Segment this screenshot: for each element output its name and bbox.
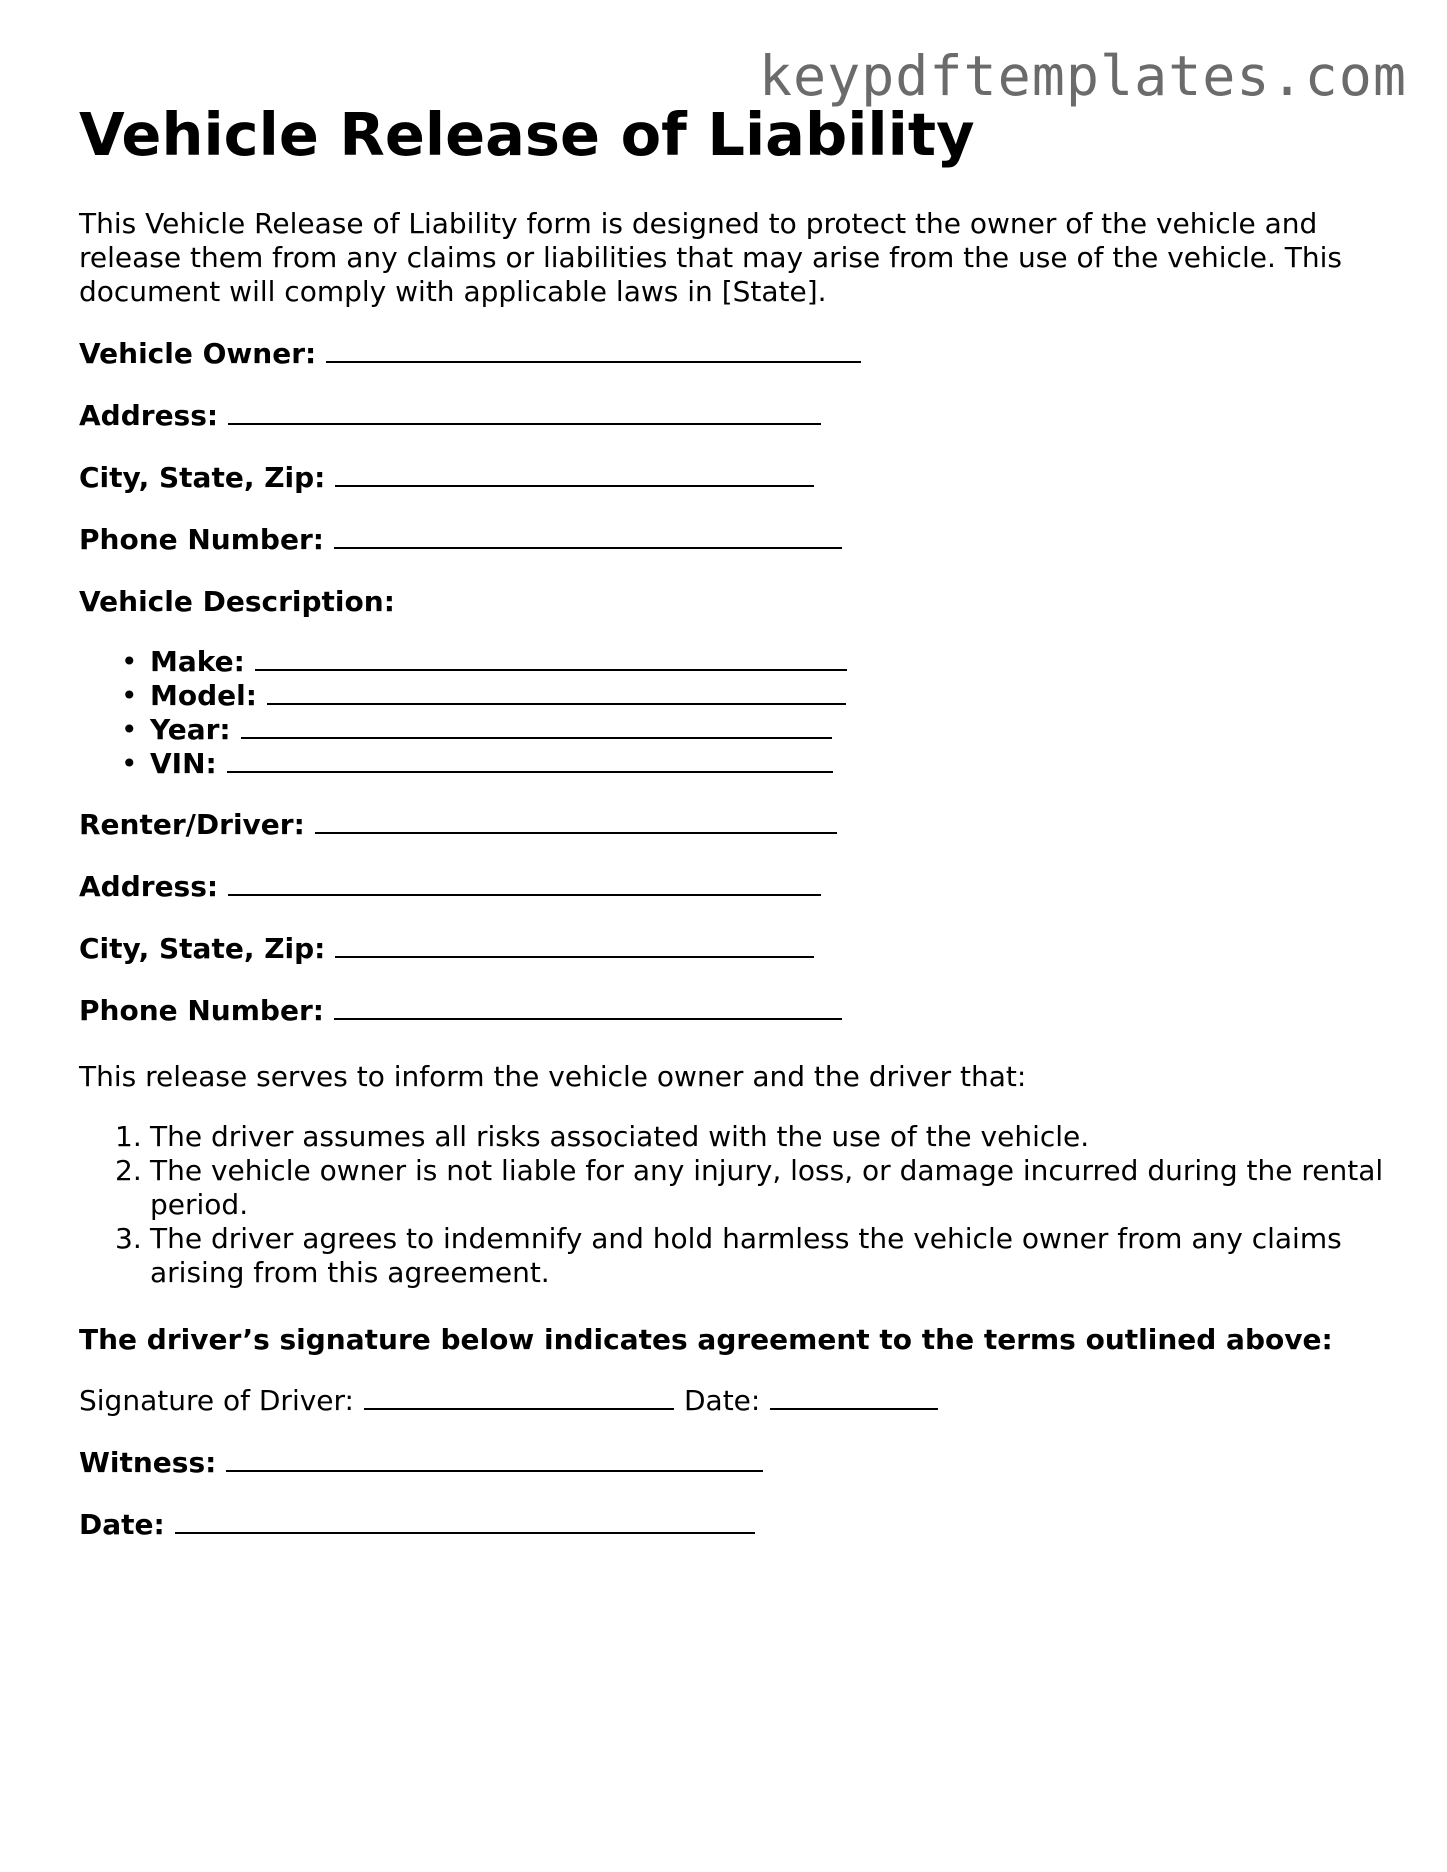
- renter-city-label: City, State, Zip:: [79, 932, 326, 965]
- vin-label: VIN:: [150, 747, 217, 780]
- renter-address-label: Address:: [79, 870, 219, 903]
- owner-name-label: Vehicle Owner:: [79, 337, 317, 370]
- renter-name-label: Renter/Driver:: [79, 808, 305, 841]
- vin-input[interactable]: [227, 747, 833, 773]
- owner-name-input[interactable]: [326, 337, 861, 363]
- driver-signature-input[interactable]: [364, 1384, 674, 1410]
- witness-field: [79, 1446, 763, 1480]
- terms-list: [79, 1120, 1389, 1290]
- term-number: 3.: [115, 1222, 142, 1255]
- model-label: Model:: [150, 679, 257, 712]
- owner-name-field: [79, 337, 861, 371]
- driver-signature-row: [79, 1384, 948, 1418]
- list-item: [79, 747, 847, 781]
- make-label: Make:: [150, 645, 245, 678]
- term-text: The driver agrees to indemnify and hold harmless the vehicle owner from any claims arising from this agreement.: [150, 1222, 1342, 1289]
- renter-phone-label: Phone Number:: [79, 994, 324, 1027]
- bullet-icon: •: [121, 645, 138, 678]
- owner-city-input[interactable]: [335, 461, 814, 487]
- make-input[interactable]: [255, 645, 847, 671]
- final-date-field: [79, 1508, 755, 1542]
- list-item: [79, 1120, 1389, 1154]
- list-item: [79, 713, 847, 747]
- list-item: [79, 1154, 1389, 1222]
- renter-phone-field: [79, 994, 842, 1028]
- driver-signature-label: Signature of Driver:: [79, 1384, 354, 1417]
- final-date-label: Date:: [79, 1508, 165, 1541]
- owner-address-label: Address:: [79, 399, 219, 432]
- term-number: 1.: [115, 1120, 142, 1153]
- owner-city-label: City, State, Zip:: [79, 461, 326, 494]
- renter-name-field: [79, 808, 837, 842]
- renter-phone-input[interactable]: [334, 994, 842, 1020]
- owner-city-field: [79, 461, 814, 495]
- term-number: 2.: [115, 1154, 142, 1187]
- vehicle-description-list: [79, 645, 847, 781]
- year-input[interactable]: [241, 713, 832, 739]
- final-date-input[interactable]: [175, 1508, 755, 1534]
- witness-input[interactable]: [226, 1446, 763, 1472]
- watermark: keypdftemplates.com: [758, 44, 1407, 108]
- model-input[interactable]: [267, 679, 846, 705]
- bullet-icon: •: [121, 713, 138, 746]
- renter-city-field: [79, 932, 814, 966]
- list-item: [79, 645, 847, 679]
- owner-address-field: [79, 399, 821, 433]
- renter-address-field: [79, 870, 821, 904]
- driver-date-label: Date:: [683, 1384, 761, 1417]
- owner-phone-field: [79, 523, 842, 557]
- list-item: [79, 679, 847, 713]
- owner-phone-input[interactable]: [334, 523, 842, 549]
- renter-address-input[interactable]: [228, 870, 821, 896]
- intro-paragraph: This Vehicle Release of Liability form is designed to protect the owner of the vehicle and release them from any claims or liabilities that may arise from the use of the vehicle. This document will comply with applicable laws in [State].: [79, 207, 1342, 308]
- owner-address-input[interactable]: [228, 399, 821, 425]
- year-label: Year:: [150, 713, 231, 746]
- owner-phone-label: Phone Number:: [79, 523, 324, 556]
- vehicle-description-label: Vehicle Description:: [79, 585, 395, 618]
- driver-date-input[interactable]: [770, 1384, 938, 1410]
- term-text: The driver assumes all risks associated with the use of the vehicle.: [150, 1120, 1090, 1153]
- term-text: The vehicle owner is not liable for any injury, loss, or damage incurred during the rental period.: [150, 1154, 1384, 1221]
- renter-city-input[interactable]: [335, 932, 814, 958]
- terms-intro: This release serves to inform the vehicle owner and the driver that:: [79, 1060, 1027, 1093]
- vehicle-description-heading: [79, 585, 395, 619]
- bullet-icon: •: [121, 747, 138, 780]
- renter-name-input[interactable]: [315, 808, 837, 834]
- page-title: Vehicle Release of Liability: [79, 100, 975, 169]
- witness-label: Witness:: [79, 1446, 217, 1479]
- bullet-icon: •: [121, 679, 138, 712]
- agreement-statement: The driver’s signature below indicates agreement to the terms outlined above:: [79, 1323, 1333, 1356]
- list-item: [79, 1222, 1389, 1290]
